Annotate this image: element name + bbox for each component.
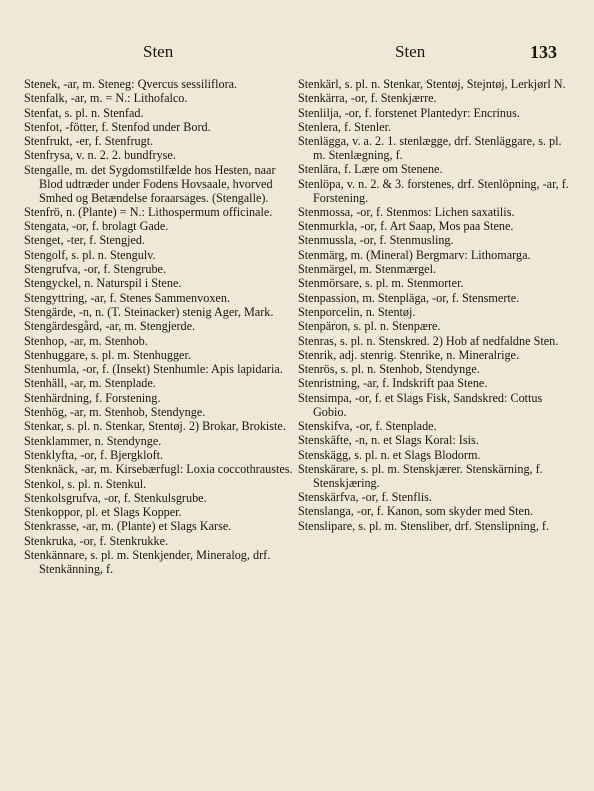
dictionary-entry: Stenlägga, v. a. 2. 1. stenlægge, drf. Stenläggare, s. pl. m. Stenlægning, f. bbox=[298, 134, 562, 163]
left-running-head: Sten bbox=[143, 42, 174, 61]
dictionary-entry: Stenkar, s. pl. n. Stenkar, Stentøj. 2) Brokar, Brokiste. bbox=[24, 419, 286, 434]
dictionary-entry: Stenmärg, m. (Mineral) Bergmarv: Lithomarga. bbox=[298, 247, 531, 262]
right-running-head: Sten bbox=[395, 42, 426, 61]
dictionary-entry: Stenknäck, -ar, m. Kirsebærfugl: Loxia coccothraustes. bbox=[24, 462, 293, 477]
dictionary-entry: Stengyckel, n. Naturspil i Stene. bbox=[24, 276, 182, 291]
dictionary-entry: Stenpassion, m. Stenpläga, -or, f. Stensmerte. bbox=[298, 290, 520, 305]
dictionary-entry: Stenkärra, -or, f. Stenkjærre. bbox=[298, 91, 437, 106]
dictionary-entry: Stenrik, adj. stenrig. Stenrike, n. Mineralrige. bbox=[298, 347, 520, 362]
dictionary-entry: Stenslipare, s. pl. m. Stensliber, drf. Stenslipning, f. bbox=[298, 518, 550, 533]
dictionary-entry: Stenfot, -fötter, f. Stenfod under Bord. bbox=[24, 119, 211, 134]
dictionary-entry: Stengärdesgård, -ar, m. Stengjerde. bbox=[24, 319, 196, 334]
dictionary-entry: Stenskägg, s. pl. n. et Slags Blodorm. bbox=[298, 447, 481, 462]
dictionary-entry: Stenkärl, s. pl. n. Stenkar, Stentøj, Stejntøj, Lerkjørl N. bbox=[298, 77, 566, 91]
dictionary-entry: Stenmörsare, s. pl. m. Stenmorter. bbox=[298, 276, 464, 291]
dictionary-entry: Stenskärare, s. pl. m. Stenskjærer. Stenskärning, f. Stenskjæring. bbox=[298, 461, 543, 490]
dictionary-entry: Stenskäfte, -n, n. et Slags Koral: Isis. bbox=[298, 433, 479, 448]
dictionary-entry: Stengata, -or, f. brolagt Gade. bbox=[24, 219, 169, 234]
dictionary-entry: Stenkoppor, pl. et Slags Kopper. bbox=[24, 505, 182, 520]
dictionary-entry: Stenhäll, -ar, m. Stenplade. bbox=[24, 376, 156, 391]
dictionary-entry: Stenmussla, -or, f. Stenmusling. bbox=[298, 233, 454, 248]
left-column bbox=[24, 78, 300, 577]
dictionary-entry: Stengyttring, -ar, f. Stenes Sammenvoxen. bbox=[24, 290, 230, 305]
dictionary-entry: Stenget, -ter, f. Stengjed. bbox=[24, 233, 146, 248]
dictionary-entry: Stenlilja, -or, f. forstenet Plantedyr: Encrinus. bbox=[298, 105, 520, 120]
dictionary-entry: Stenklammer, n. Stendynge. bbox=[24, 433, 162, 448]
dictionary-entry: Stenhärdning, f. Forstening. bbox=[24, 390, 161, 405]
dictionary-entry: Stenkruka, -or, f. Stenkrukke. bbox=[24, 533, 169, 548]
dictionary-entry: Stenmärgel, m. Stenmærgel. bbox=[298, 262, 437, 277]
dictionary-entry: Stenlera, f. Stenler. bbox=[298, 119, 392, 134]
dictionary-entry: Stenkol, s. pl. n. Stenkul. bbox=[24, 476, 147, 491]
dictionary-entry: Stenklyfta, -or, f. Bjergkloft. bbox=[24, 447, 164, 462]
dictionary-entry: Stenporcelin, n. Stentøj. bbox=[298, 304, 416, 319]
dictionary-entry: Stenfrukt, -er, f. Stenfrugt. bbox=[24, 134, 154, 149]
dictionary-entry: Stenmossa, -or, f. Stenmos: Lichen saxatilis. bbox=[298, 204, 515, 219]
dictionary-entry: Stenlöpa, v. n. 2. & 3. forstenes, drf. Stenlöpning, -ar, f. Forstening. bbox=[298, 176, 569, 205]
dictionary-entry: Stensimpa, -or, f. et Slags Fisk, Sandskred: Cottus Gobio. bbox=[298, 390, 543, 419]
dictionary-entry: Stenhuggare, s. pl. m. Stenhugger. bbox=[24, 347, 191, 362]
dictionary-entry: Stenskärfva, -or, f. Stenflis. bbox=[298, 490, 432, 505]
dictionary-entry: Stenskifva, -or, f. Stenplade. bbox=[298, 418, 437, 433]
dictionary-entry: Stenmurkla, -or, f. Art Saap, Mos paa Stene. bbox=[298, 219, 514, 234]
dictionary-entry: Stenkolsgrufva, -or, f. Stenkulsgrube. bbox=[24, 490, 207, 505]
dictionary-entry: Stenristning, -ar, f. Indskrift paa Stene. bbox=[298, 376, 488, 391]
dictionary-entry: Stengrufva, -or, f. Stengrube. bbox=[24, 262, 167, 277]
dictionary-entry: Stenhumla, -or, f. (Insekt) Stenhumle: Apis lapidaria. bbox=[24, 362, 283, 377]
dictionary-entry: Stengolf, s. pl. n. Stengulv. bbox=[24, 247, 156, 262]
dictionary-entry: Stenfrysa, v. n. 2. 2. bundfryse. bbox=[24, 148, 176, 163]
dictionary-entry: Stenkrasse, -ar, m. (Plante) et Slags Karse. bbox=[24, 519, 232, 534]
page-number: 133 bbox=[530, 42, 557, 62]
dictionary-entry: Stengalle, m. det Sygdomstilfælde hos Hesten, naar Blod udtræder under Fodens Hovsaale, hvorved Smhed og Betændelse foraarsages. (Stengalle). bbox=[24, 162, 276, 205]
dictionary-entry: Stenras, s. pl. n. Stenskred. 2) Hob af nedfaldne Sten. bbox=[298, 333, 559, 348]
dictionary-entry: Stenkännare, s. pl. m. Stenkjender, Mineralog, drf. Stenkänning, f. bbox=[24, 548, 271, 576]
dictionary-entry: Stenpäron, s. pl. n. Stenpære. bbox=[298, 319, 441, 334]
dictionary-entry: Stenslanga, -or, f. Kanon, som skyder med Sten. bbox=[298, 504, 534, 519]
dictionary-entry: Stenhop, -ar, m. Stenhob. bbox=[24, 333, 148, 348]
dictionary-entry: Stenek, -ar, m. Steneg: Qvercus sessiliflora. bbox=[24, 77, 238, 91]
right-column bbox=[298, 78, 570, 534]
dictionary-entry: Stenfalk, -ar, m. = N.: Lithofalco. bbox=[24, 91, 188, 106]
dictionary-entry: Stenrös, s. pl. n. Stenhob, Stendynge. bbox=[298, 362, 480, 377]
page-header bbox=[0, 42, 594, 64]
dictionary-entry: Stenfat, s. pl. n. Stenfad. bbox=[24, 105, 144, 120]
dictionary-entry: Stenlära, f. Lære om Stenene. bbox=[298, 162, 443, 177]
dictionary-entry: Stenfrö, n. (Plante) = N.: Lithospermum officinale. bbox=[24, 204, 273, 219]
dictionary-entry: Stengärde, -n, n. (T. Steinacker) stenig Ager, Mark. bbox=[24, 304, 274, 319]
dictionary-entry: Stenhög, -ar, m. Stenhob, Stendynge. bbox=[24, 405, 206, 420]
